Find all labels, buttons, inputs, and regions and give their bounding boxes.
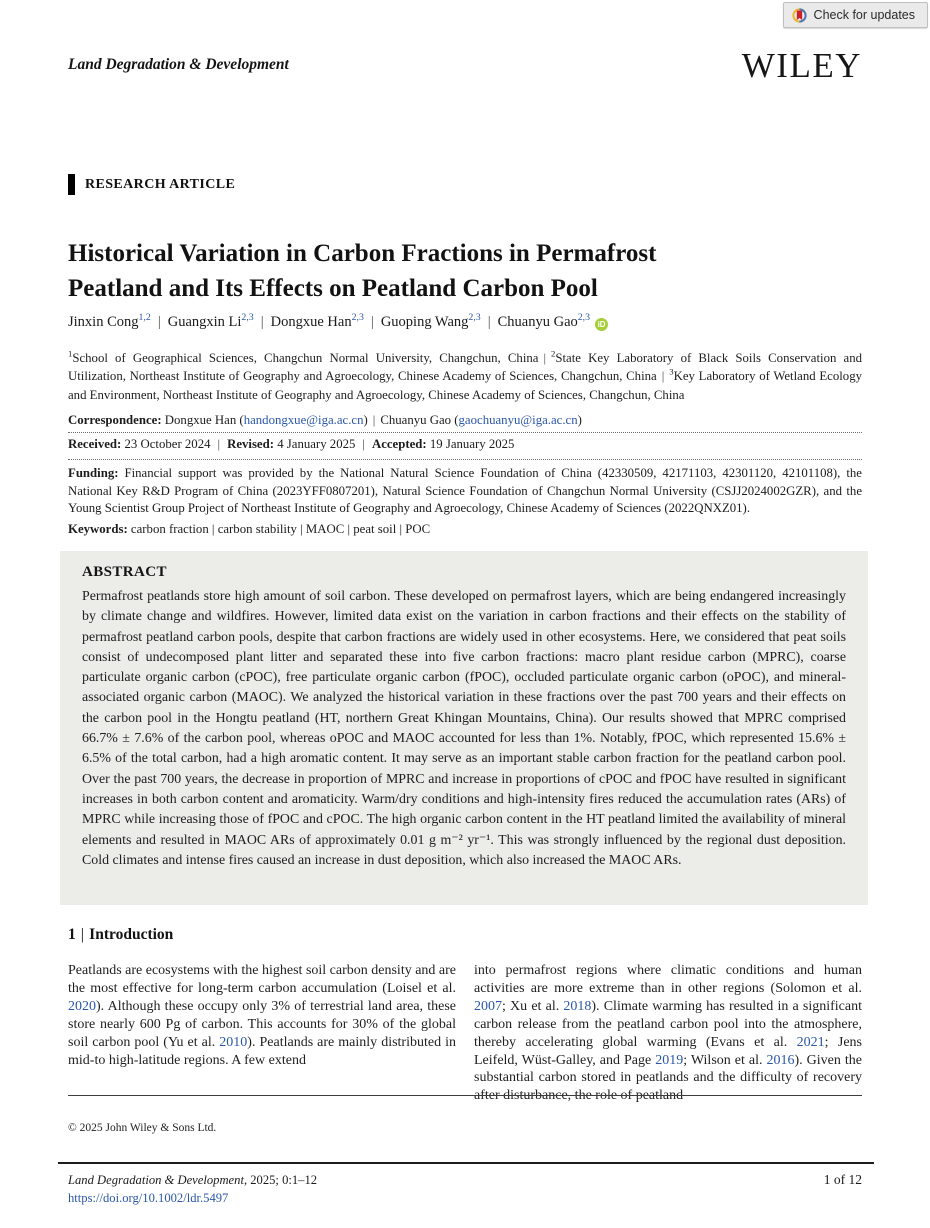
text-link[interactable]: 2,3 bbox=[577, 312, 591, 324]
text-segment: Introduction bbox=[89, 926, 174, 943]
footer-citation bbox=[68, 1172, 317, 1207]
check-for-updates-label: Check for updates bbox=[813, 8, 915, 22]
text-link[interactable]: 1,2 bbox=[138, 312, 151, 324]
text-segment: ). Peatlands are mainly distributed in mid-to high-latitude regions. A few extend bbox=[68, 1034, 456, 1068]
text-segment: 2 bbox=[551, 348, 556, 359]
text-segment: 23 October 2024 bbox=[124, 437, 211, 451]
keywords bbox=[68, 522, 862, 537]
journal-name: Land Degradation & Development bbox=[68, 56, 289, 73]
text-segment: Guangxin Li bbox=[167, 314, 242, 330]
text-segment: into permafrost regions where climatic conditions and human activities are more extreme than in other regions (Solomon et al. bbox=[474, 963, 862, 996]
text-segment: Dongxue Han bbox=[270, 314, 352, 330]
masthead bbox=[68, 42, 862, 88]
text-segment: ) bbox=[577, 413, 582, 427]
text-segment: | bbox=[543, 351, 547, 365]
text-segment: Correspondence: bbox=[68, 413, 165, 427]
text-segment: | bbox=[80, 926, 85, 943]
wiley-logo: WILEY bbox=[741, 45, 862, 85]
text-link[interactable]: 2018 bbox=[563, 998, 592, 1014]
text-segment: Chuanyu Gao bbox=[497, 314, 578, 330]
text-segment: | bbox=[370, 314, 374, 330]
text-segment: ). Climate warming has resulted in a significant carbon release from the peatland carbon pool into the atmosphere, thereby accelerating global warming (Evans et al. bbox=[474, 998, 862, 1050]
text-segment: | bbox=[217, 437, 221, 451]
text-segment: Revised: bbox=[227, 437, 278, 451]
footer bbox=[68, 1172, 862, 1207]
text-segment: Keywords: bbox=[68, 522, 131, 536]
text-segment: 4 January 2025 bbox=[277, 437, 356, 451]
text-segment: Jinxin Cong bbox=[68, 314, 139, 330]
text-link[interactable]: 2,3 bbox=[468, 312, 481, 324]
text-segment: | bbox=[661, 369, 665, 384]
text-segment: ; Wilson et al. bbox=[683, 1052, 767, 1068]
article-type-label: RESEARCH ARTICLE bbox=[85, 176, 236, 192]
text-segment: 19 January 2025 bbox=[429, 437, 515, 451]
text-segment: ). Although these occupy only 3% of terrestrial land area, these store nearly 600 Pg of carbon. This accounts for 30% of the global soil carbon pool (Yu et al. bbox=[68, 998, 456, 1050]
page-number: 1 of 12 bbox=[823, 1172, 862, 1187]
text-segment: 3 bbox=[669, 367, 674, 378]
text-segment: Land Degradation & Development bbox=[68, 1173, 244, 1187]
text-segment: | bbox=[157, 314, 161, 330]
text-segment: Peatlands are ecosystems with the highest soil carbon density and are the most effective for long-term carbon accumulation (Loisel et al. bbox=[68, 963, 457, 996]
text-link[interactable]: gaochuanyu@iga.ac.cn bbox=[458, 413, 578, 427]
footer-rule bbox=[58, 1162, 874, 1164]
text-segment: School of Geographical Sciences, Changchun Normal University, Changchun, China bbox=[72, 351, 539, 365]
text-link[interactable]: 2020 bbox=[68, 998, 96, 1014]
kicker-bar-icon bbox=[68, 174, 75, 195]
text-segment: | bbox=[372, 413, 376, 427]
text-segment: Chuanyu Gao ( bbox=[380, 413, 459, 427]
article-title-line2: Peatland and Its Effects on Peatland Carbon Pool bbox=[68, 274, 598, 302]
author-names bbox=[68, 314, 590, 330]
text-link[interactable]: handongxue@iga.ac.cn bbox=[243, 413, 364, 427]
text-segment: ; Jens Leifeld, Wüst-Galley, and Page bbox=[474, 1034, 863, 1068]
section-heading-introduction bbox=[68, 926, 173, 944]
doi-link[interactable]: https://doi.org/10.1002/ldr.5497 bbox=[68, 1190, 229, 1205]
text-segment: ). Given the substantial carbon stored in peatlands and the difficulty of recovery after disturbance, the role of peatland bbox=[474, 1052, 862, 1104]
text-segment: Key Laboratory of Wetland Ecology and Environment, Northeast Institute of Geography and Agroecology, Chinese Academy of Sciences, Changchun, China bbox=[68, 369, 862, 402]
text-segment: | bbox=[487, 314, 491, 330]
history-dates bbox=[68, 437, 862, 452]
copyright-notice: © 2025 John Wiley & Sons Ltd. bbox=[68, 1122, 217, 1134]
article-type bbox=[68, 174, 235, 195]
orcid-icon[interactable]: iD bbox=[595, 318, 608, 331]
text-segment: 1 bbox=[68, 926, 76, 943]
text-link[interactable]: 2019 bbox=[655, 1052, 684, 1068]
text-segment: | bbox=[362, 437, 365, 451]
correspondence bbox=[68, 413, 862, 428]
article-title-line1: Historical Variation in Carbon Fractions in Permafrost bbox=[68, 240, 657, 267]
crossmark-icon bbox=[791, 7, 808, 24]
text-link[interactable]: 2,3 bbox=[351, 312, 364, 324]
abstract-text: Permafrost peatlands store high amount of soil carbon. These developed on permafrost layers, which are being endangered increasingly by climate change and wildfires. However, limited data exist on the variation in carbon fractions and their effects on the stability of permafrost peatland carbon pools, despite that carbon fractions are widely used in other ecosystems. Here, we considered that peat soils consist of undecomposed plant litter and separated these into five carbon fractions: macro plant residue carbon (MPRC), coarse particulate organic carbon (cPOC), free particulate organic carbon (fPOC), occluded particulate organic carbon (oPOC), and mineral-associated organic carbon (MAOC). We analyzed the historical variation in these fractions over the past 700 years and their effects on the carbon pool in the Hongtu peatland (HT, northern Great Khingan Mountains, China). Our results showed that MPRC comprised 66.7% ± 7.6% of the carbon pool, whereas oPOC and MAOC accounted for less than 1%. Notably, fPOC, which represented 15.6% ± 6.5% of the total carbon, had a high aromatic content. It may serve as an important stable carbon fraction for the peatland carbon pool. Over the past 700 years, the decrease in proportion of MPRC and increase in proportions of cPOC and fPOC have resulted in significant increases in both carbon content and aromaticity. Warm/dry conditions and high-intensity fires reduced the accumulation rates (ARs) of MPRC while increasing those of fPOC and cPOC. The high organic carbon content in the HT peatland limited the availability of mineral elements and resulted in MAOC ARs of approximately 0.01 g m⁻² yr⁻¹. This was strongly influenced by the regional dust deposition. Cold climates and intense fires caused an increase in dust deposition, which also increased the MAOC ARs. bbox=[82, 589, 846, 868]
text-segment: Financial support was provided by the National Natural Science Foundation of China (42330509, 42171103, 42301120, 42101108), the National Key R&D Program of China (2023YFF0807201), Natural Science Foundation of Changchun Normal University (CSJJ2024002GZR), and the Young Scientist Group Project of Northeast Institute of Geography and Agroecology, Chinese Academy of Sciences (2022QNXZ01). bbox=[68, 466, 862, 516]
text-link[interactable]: 2021 bbox=[796, 1034, 825, 1050]
affiliations bbox=[68, 349, 862, 404]
text-link[interactable]: 2016 bbox=[766, 1052, 795, 1068]
divider bbox=[68, 432, 862, 433]
text-segment: ; Xu et al. bbox=[502, 998, 564, 1014]
text-segment: carbon fraction | carbon stability | MAOC | peat soil | POC bbox=[130, 522, 431, 536]
text-segment: | bbox=[260, 314, 264, 330]
text-link[interactable]: 2010 bbox=[219, 1034, 248, 1050]
footer-journal-line bbox=[68, 1172, 317, 1190]
article-title bbox=[68, 237, 862, 306]
text-segment: 1 bbox=[68, 348, 73, 359]
funding-statement bbox=[68, 465, 862, 518]
text-segment: Dongxue Han ( bbox=[164, 413, 244, 427]
divider bbox=[68, 459, 862, 460]
divider bbox=[68, 1095, 862, 1096]
text-segment: Received: bbox=[68, 437, 125, 451]
text-segment: ) bbox=[363, 413, 368, 427]
abstract-heading: ABSTRACT bbox=[82, 564, 167, 580]
text-segment: , 2025; 0:1–12 bbox=[243, 1173, 318, 1187]
text-segment: Guoping Wang bbox=[380, 314, 469, 330]
author-list bbox=[68, 314, 862, 331]
abstract-section bbox=[60, 551, 868, 905]
text-segment: Accepted: bbox=[371, 437, 430, 451]
text-segment: State Key Laboratory of Black Soils Conservation and Utilization, Northeast Institute of Geography and Agroecology, Chinese Academy of Sciences, Changchun, China bbox=[68, 351, 862, 384]
body-column-right bbox=[474, 962, 862, 1105]
check-for-updates-button[interactable] bbox=[783, 2, 928, 28]
body-column-left bbox=[68, 962, 456, 1069]
text-segment: Funding: bbox=[68, 466, 125, 480]
text-link[interactable]: 2,3 bbox=[241, 312, 254, 324]
text-link[interactable]: 2007 bbox=[474, 998, 502, 1014]
